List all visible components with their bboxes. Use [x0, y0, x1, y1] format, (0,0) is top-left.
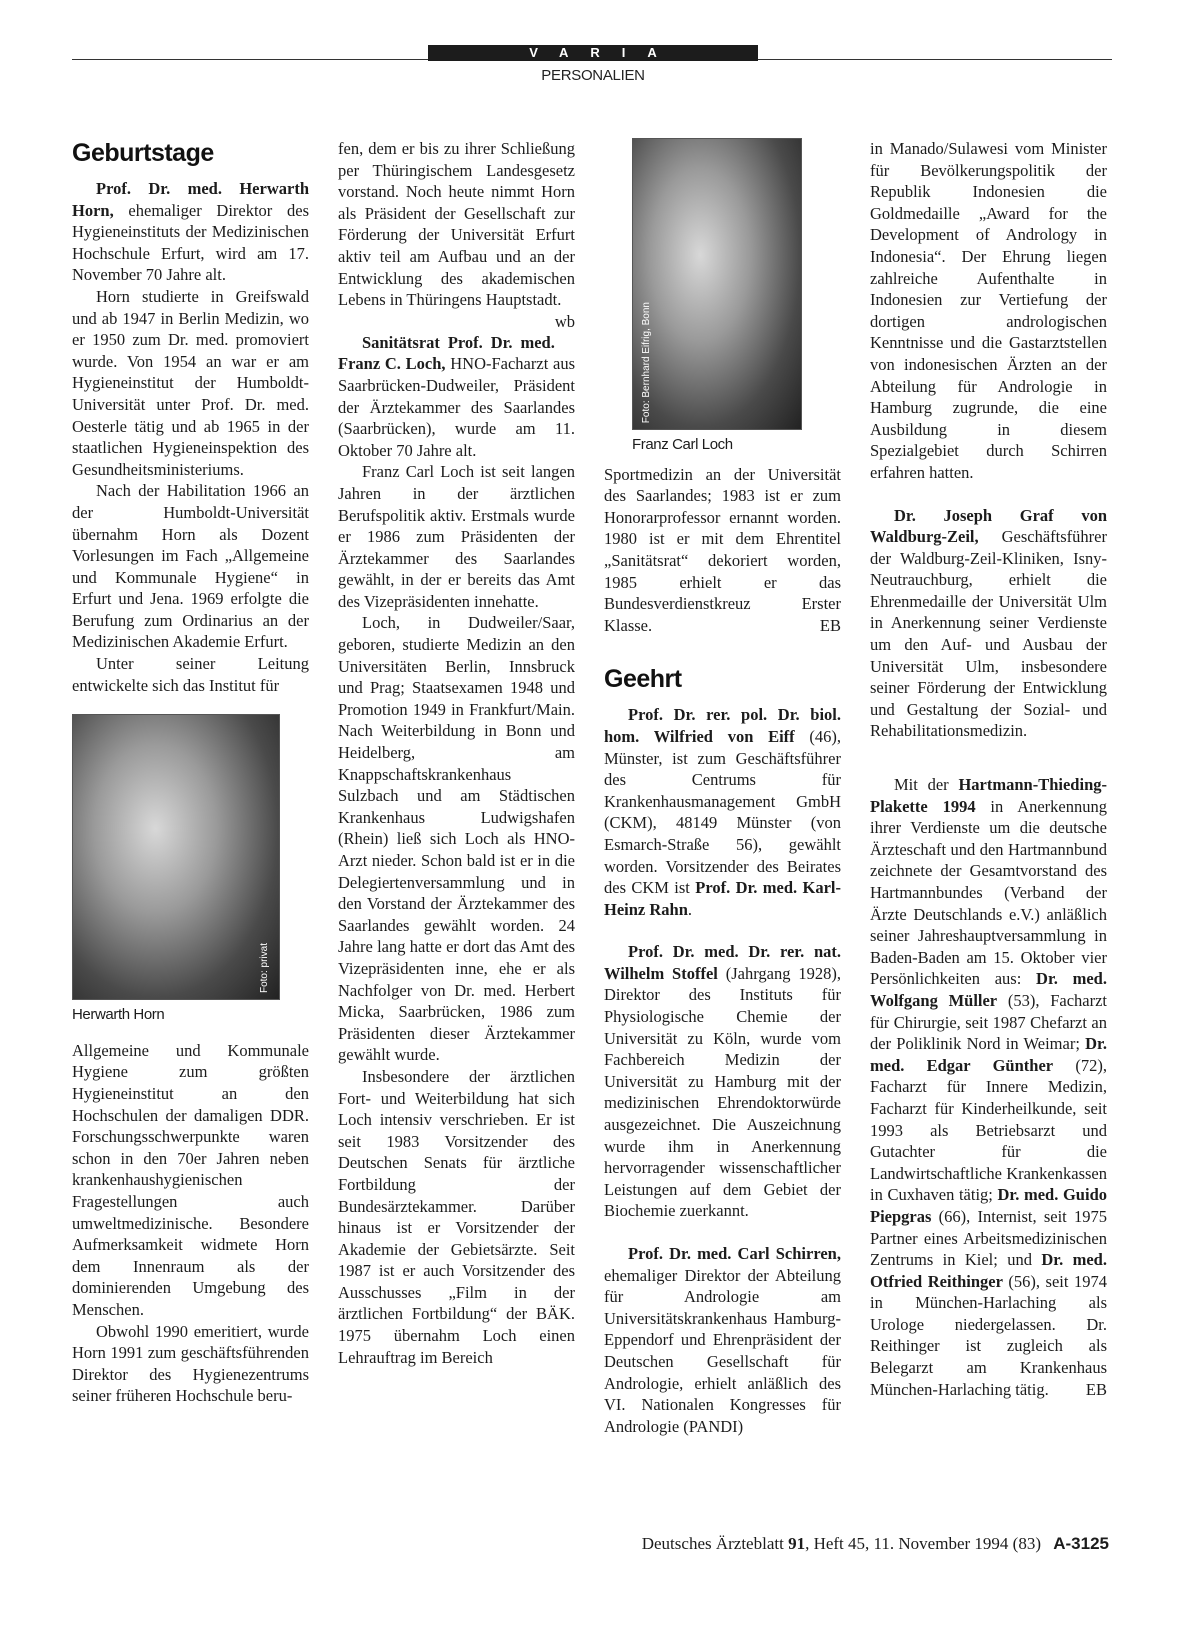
photo-caption: Franz Carl Loch — [632, 436, 733, 453]
photo-caption: Herwarth Horn — [72, 1006, 165, 1024]
column-1 — [72, 138, 309, 1407]
paragraph: Nach der Habilitation 1966 an der Humboldt-Universität übernahm Horn als Dozent Vorlesungen im Fach „Allgemeine und Kommunale Hygiene“ in Erfurt und Jena. 1969 erfolgte die Berufung zum Ordinarius an der Medizinischen Akademie Erfurt. — [72, 481, 309, 652]
heading-geehrt: Geehrt — [604, 665, 682, 694]
portrait-photo-loch — [632, 138, 802, 430]
page-number: A-3125 — [1053, 1534, 1109, 1553]
section-subtitle: PERSONALIEN — [541, 67, 645, 84]
paragraph: Obwohl 1990 emeritiert, wurde Horn 1991 zum geschäftsführenden Direktor des Hygienezentrums seiner früheren Hochschule beru- — [72, 1321, 309, 1406]
paragraph: Allgemeine und Kommunale Hygiene zum größten Hygieneinstitut an den Hochschulen der damaligen DDR. Forschungsschwerpunkte waren schon in den 70er Jahren neben krankenhaushygienischen Fragestellungen auch umweltmedizinische. Besondere Aufmerksamkeit widmete Horn dem Innenraum als der dominierenden Umgebung des Menschen. — [72, 1040, 309, 1319]
column-2 — [338, 138, 575, 1368]
paragraph: Unter seiner Leitung entwickelte sich das Institut für — [72, 654, 309, 695]
paragraph: Sanitätsrat Prof. Dr. med. Franz C. Loch, HNO-Facharzt aus Saarbrücken-Dudweiler, Präsident der Ärztekammer des Saarlandes (Saarbrücken), wurde am 11. Oktober 70 Jahre alt. — [338, 332, 575, 460]
paragraph: fen, dem er bis zu ihrer Schließung per Thüringischem Landesgesetz vorstand. Noch heute nimmt Horn als Präsident der Gesellschaft zur Förderung der Universität Erfurt aktiv teil am Aufbau und an der Entwicklung des akademischen Lebens in Thüringens Hauptstadt. wb — [338, 139, 575, 331]
paragraph: Sportmedizin an der Universität des Saarlandes; 1983 ist er zum Honorarprofessor ernannt worden. 1980 ist er mit dem Ehrentitel „Sanitätsrat“ dekoriert worden, 1985 erhielt er das Bundesverdienstkreuz Erster Klasse. EB — [604, 464, 841, 635]
photo-credit: Foto: privat — [259, 943, 271, 994]
paragraph: Franz Carl Loch ist seit langen Jahren in der ärztlichen Berufspolitik aktiv. Erstmals wurde er 1986 zum Präsidenten der Ärztekammer des Saarlandes gewählt, in der er bereits das Amt des Vizepräsidenten innehatte. — [338, 462, 575, 611]
paragraph: Loch, in Dudweiler/Saar, geboren, studierte Medizin an den Universitäten Berlin, Innsbruck und Prag; Staatsexamen 1948 und Promotion 1949 in Frankfurt/Main. Nach Weiterbildung in Bonn und Heidelberg, am Knappschaftskrankenhaus Sulzbach und am Städtischen Krankenhaus Ludwigshafen (Rhein) ließ sich Loch als HNO-Arzt nieder. Schon bald ist er in die Delegiertenversammlung und in den Vorstand der Ärztekammer des Saarlandes gewählt worden. 24 Jahre lang hatte er dort das Amt des Vizepräsidenten inne, ehe er als Nachfolger von Dr. med. Herbert Micka, Saarbrücken, 1986 zum Präsidenten dieser Ärztekammer gewählt wurde. — [338, 613, 575, 1065]
column-3 — [604, 138, 841, 1437]
paragraph: Prof. Dr. med. Herwarth Horn, ehemaliger Direktor des Hygieneinstituts der Medizinischen Hochschule Erfurt, wird am 17. November 70 Jahre alt. — [72, 179, 309, 285]
portrait-photo-horn — [72, 714, 280, 1000]
paragraph: Prof. Dr. med. Dr. rer. nat. Wilhelm Stoffel (Jahrgang 1928), Direktor des Instituts für Physiologische Chemie der Universität zu Köln, wurde vom Fachbereich Medizin der Universität zu Hamburg mit der medizinischen Ehrendoktorwürde ausgezeichnet. Die Auszeichnung wurde ihm in Anerkennung hervorragender wissenschaftlicher Leistungen auf dem Gebiet der Biochemie zuerkannt. — [604, 942, 841, 1221]
heading-geburtstage: Geburtstage — [72, 139, 214, 167]
photo-credit: Foto: Bernhard Eifrig, Bonn — [641, 301, 652, 423]
paragraph: Mit der Hartmann-Thieding-Plakette 1994 in Anerkennung ihrer Verdienste um die deutsche Ärzteschaft und den Hartmannbund zeichnete der Gesamtvorstand des Hartmannbundes (Verband der Ärzte Deutschlands e.V.) anläßlich seiner Jahreshauptversammlung in Baden-Baden am 15. Oktober vier Persönlichkeiten aus: Dr. med. Wolfgang Müller (53), Facharzt für Chirurgie, seit 1987 Chefarzt an der Poliklinik Nord in Weimar; Dr. med. Edgar Günther (72), Facharzt für Innere Medizin, Facharzt für Kinderheilkunde, seit 1993 als Betriebsarzt und Gutachter für die Landwirtschaftliche Krankenkassen in Cuxhaven tätig; Dr. med. Guido Piepgras (66), Internist, seit 1975 Partner eines Arbeitsmedizinischen Zentrums in Kiel; und Dr. med. Otfried Reithinger (56), seit 1974 in München-Harlaching als Urologe niedergelassen. Dr. Reithinger ist zugleich als Belegarzt am Krankenhaus München-Harlaching tätig. EB — [870, 775, 1107, 1399]
footer — [642, 1534, 1109, 1554]
paragraph: Horn studierte in Greifswald und ab 1947 in Berlin Medizin, wo er 1950 zum Dr. med. promoviert wurde. Von 1954 an war er am Hygieneinstitut der Humboldt-Universität unter Prof. Dr. med. Oesterle tätig und ab 1965 in der staatlichen Hygieneinspektion des Gesundheitsministeriums. — [72, 286, 309, 479]
volume: 91 — [788, 1534, 806, 1553]
column-4 — [870, 138, 1107, 1400]
journal-name: Deutsches Ärzteblatt — [641, 1534, 784, 1553]
signature: EB — [1085, 1379, 1107, 1399]
paragraph: Prof. Dr. med. Carl Schirren, ehemaliger Direktor der Abteilung für Andrologie am Universitätskrankenhaus Hamburg-Eppendorf und Ehrenpräsident der Deutschen Gesellschaft für Andrologie, erhielt anläßlich des VI. Nationalen Kongresses für Andrologie (PANDI) — [604, 1244, 841, 1436]
issue: , Heft 45, 11. November 1994 (83) — [805, 1534, 1041, 1553]
paragraph: Insbesondere der ärztlichen Fort- und Weiterbildung hat sich Loch intensiv verschrieben. Er ist seit 1983 Vorsitzender des Deutschen Senats für ärztliche Fortbildung der Bundesärztekammer. Darüber hinaus ist er Vorsitzender der Akademie der Gebietsärzte. Seit 1987 ist er auch Vorsitzender des Ausschusses „Film in der ärztlichen Fortbildung“ der BÄK. 1975 übernahm Loch einen Lehrauftrag im Bereich — [338, 1066, 575, 1367]
paragraph: Dr. Joseph Graf von Waldburg-Zeil, Geschäftsführer der Waldburg-Zeil-Kliniken, Isny-Neutrauchburg, erhielt die Ehrenmedaille der Universität Ulm in Anerkennung seiner Verdienste um den Auf- und Ausbau der Universität Ulm, insbesondere seiner Förderung der Entwicklung und Gestaltung der Sozial- und Rehabilitationsmedizin. — [870, 505, 1107, 741]
section-bar: VARIA — [428, 45, 758, 61]
signature: EB — [819, 615, 841, 635]
paragraph: Prof. Dr. rer. pol. Dr. biol. hom. Wilfried von Eiff (46), Münster, ist zum Geschäftsführer des Centrums für Krankenhausmanagement GmbH (CKM), 48149 Münster (von Esmarch-Straße 56), gewählt worden. Vorsitzender des Beirates des CKM ist Prof. Dr. med. Karl-Heinz Rahn. — [604, 705, 841, 919]
signature: wb — [554, 311, 575, 331]
paragraph: in Manado/Sulawesi vom Minister für Bevölkerungspolitik der Republik Indonesien die Goldmedaille „Award for the Development of Andrology in Indonesia“. Der Ehrung liegen zahlreiche Aufenthalte in Indonesien zur Vertiefung der dortigen andrologischen Kenntnisse und die Gastarztstellen von indonesischen Ärzten an der Abteilung für Andrologie in Hamburg zugrunde, die eine Ausbildung in diesem Spezialgebiet durch Schirren erfahren hatten. — [870, 139, 1107, 482]
